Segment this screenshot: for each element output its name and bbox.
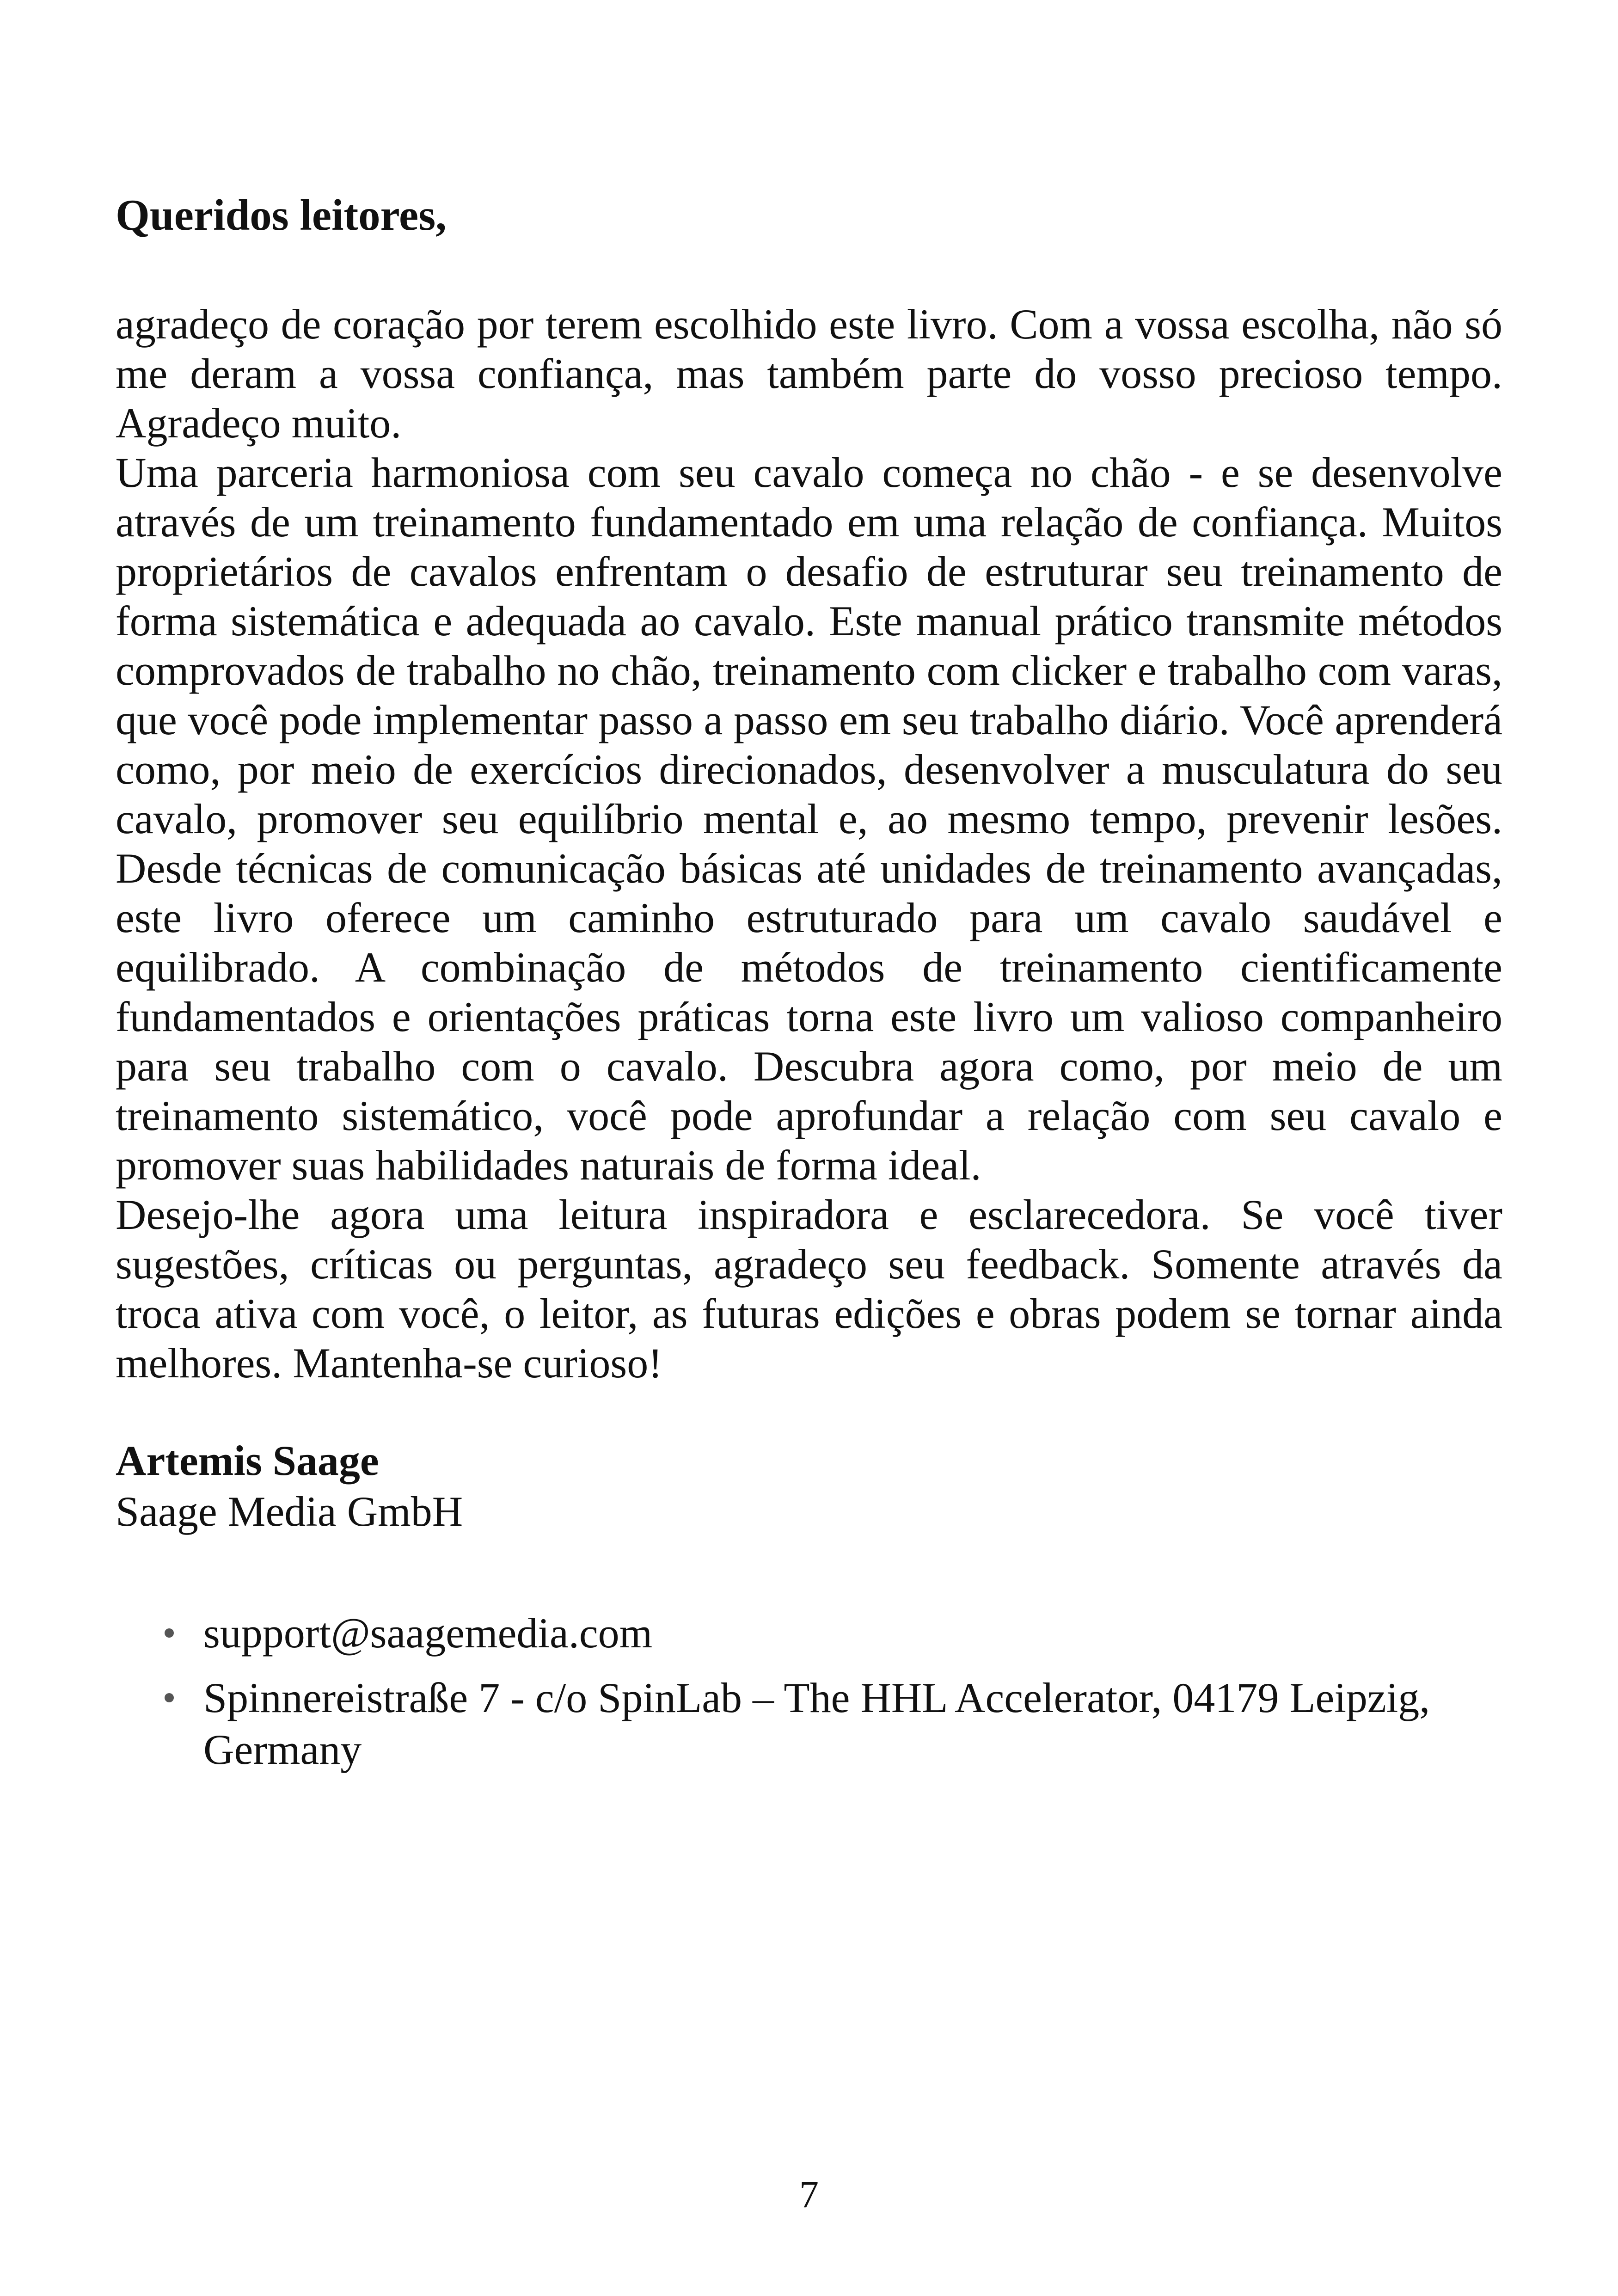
bullet-icon — [165, 1693, 174, 1702]
letter-body — [116, 300, 1502, 1388]
bullet-icon — [165, 1628, 174, 1638]
contact-list — [116, 1607, 1502, 1788]
page-number: 7 — [799, 2173, 819, 2216]
paragraph-book-description: Uma parceria harmoniosa com seu cavalo começa no chão - e se desenvolve através de um treinamento fundamentado em uma relação de confiança. Muitos proprietários de cavalos enfrentam o desafio de estruturar seu treinamento de forma sistemática e adequada ao cavalo. Este manual prático transmite métodos comprovados de trabalho no chão, treinamento com clicker e trabalho com varas, que você pode implementar passo a passo em seu trabalho diário. Você aprenderá como, por meio de exercícios direcionados, desenvolver a musculatura do seu cavalo, promover seu equilíbrio mental e, ao mesmo tempo, prevenir lesões. Desde técnicas de comunicação básicas até unidades de treinamento avançadas, este livro oferece um caminho estruturado para um cavalo saudável e equilibrado. A combinação de métodos de treinamento cientificamente fundamentados e orientações práticas torna este livro um valioso companheiro para seu trabalho com o cavalo. Descubra agora como, por meio de um treinamento sistemático, você pode aprofundar a relação com seu cavalo e promover suas habilidades naturais de forma ideal. — [116, 449, 1502, 1189]
company-name: Saage Media GmbH — [116, 1488, 463, 1535]
contact-address: Spinnereistraße 7 - c/o SpinLab – The HHL Accelerator, 04179 Leipzig, Germany — [203, 1674, 1430, 1773]
author-name: Artemis Saage — [116, 1437, 379, 1484]
paragraph-closing: Desejo-lhe agora uma leitura inspiradora e esclarecedora. Se você tiver sugestões, críticas ou perguntas, agradeço seu feedback. Somente através da troca ativa com você, o leitor, as futuras edições e obras podem se tornar ainda melhores. Mantenha-se curioso! — [116, 1191, 1502, 1387]
contact-email-item — [116, 1607, 1502, 1659]
paragraph-thanks: agradeço de coração por terem escolhido este livro. Com a vossa escolha, não só me deram a vossa confiança, mas também parte do vosso precioso tempo. Agradeço muito. — [116, 301, 1502, 447]
salutation-heading: Queridos leitores, — [116, 190, 447, 239]
contact-email[interactable]: support@saagemedia.com — [203, 1609, 653, 1657]
signature-block — [116, 1435, 463, 1537]
contact-address-item — [116, 1672, 1502, 1775]
